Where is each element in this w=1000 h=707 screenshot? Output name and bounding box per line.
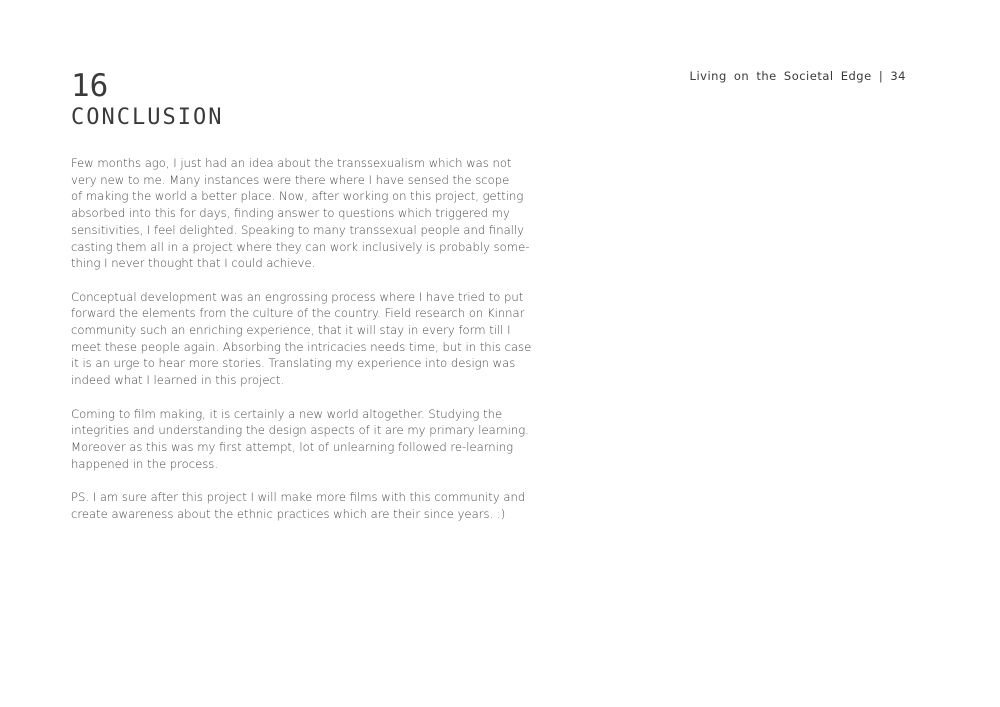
text-line: forward the elements from the culture of the country. Field research on Kinnar <box>71 306 525 321</box>
text-line: indeed what I learned in this project. <box>71 373 285 388</box>
text-line: sensitivities, I feel delighted. Speaking to many transsexual people and finally <box>71 222 524 237</box>
text-line: Moreover as this was my first attempt, lot of unlearning followed re-learning <box>71 439 514 454</box>
running-header: Living on the Societal Edge | 34 <box>689 69 906 83</box>
text-line: Coming to film making, it is certainly a new world altogether. Studying the <box>71 406 503 421</box>
paragraph <box>71 289 532 389</box>
text-line: of making the world a better place. Now, after working on this project, getting <box>71 189 524 204</box>
text-line: PS. I am sure after this project I will make more films with this community and <box>71 490 526 505</box>
text-line: thing I never thought that I could achieve. <box>71 256 316 271</box>
text-line: happened in the process. <box>71 456 219 471</box>
body-text <box>71 155 532 539</box>
text-line: meet these people again. Absorbing the intricacies needs time, but in this case <box>71 339 532 354</box>
text-line: very new to me. Many instances were there where I have sensed the scope <box>71 172 510 187</box>
text-line: create awareness about the ethnic practices which are their since years. :) <box>71 506 506 521</box>
chapter-number: 16 <box>71 68 109 104</box>
text-line: absorbed into this for days, finding answer to questions which triggered my <box>71 206 510 221</box>
text-line: casting them all in a project where they can work inclusively is probably some- <box>71 239 530 254</box>
text-line: Conceptual development was an engrossing process where I have tried to put <box>71 289 524 304</box>
chapter-title: CONCLUSION <box>71 105 224 130</box>
paragraph <box>71 406 529 473</box>
paragraph <box>71 489 526 522</box>
text-line: integrities and understanding the design aspects of it are my primary learning. <box>71 423 529 438</box>
text-line: Few months ago, I just had an idea about the transsexualism which was not <box>71 156 512 170</box>
text-line: it is an urge to hear more stories. Translating my experience into design was <box>71 356 516 371</box>
paragraph <box>71 155 530 272</box>
text-line: community such an enriching experience, that it will stay in every form till I <box>71 323 511 338</box>
